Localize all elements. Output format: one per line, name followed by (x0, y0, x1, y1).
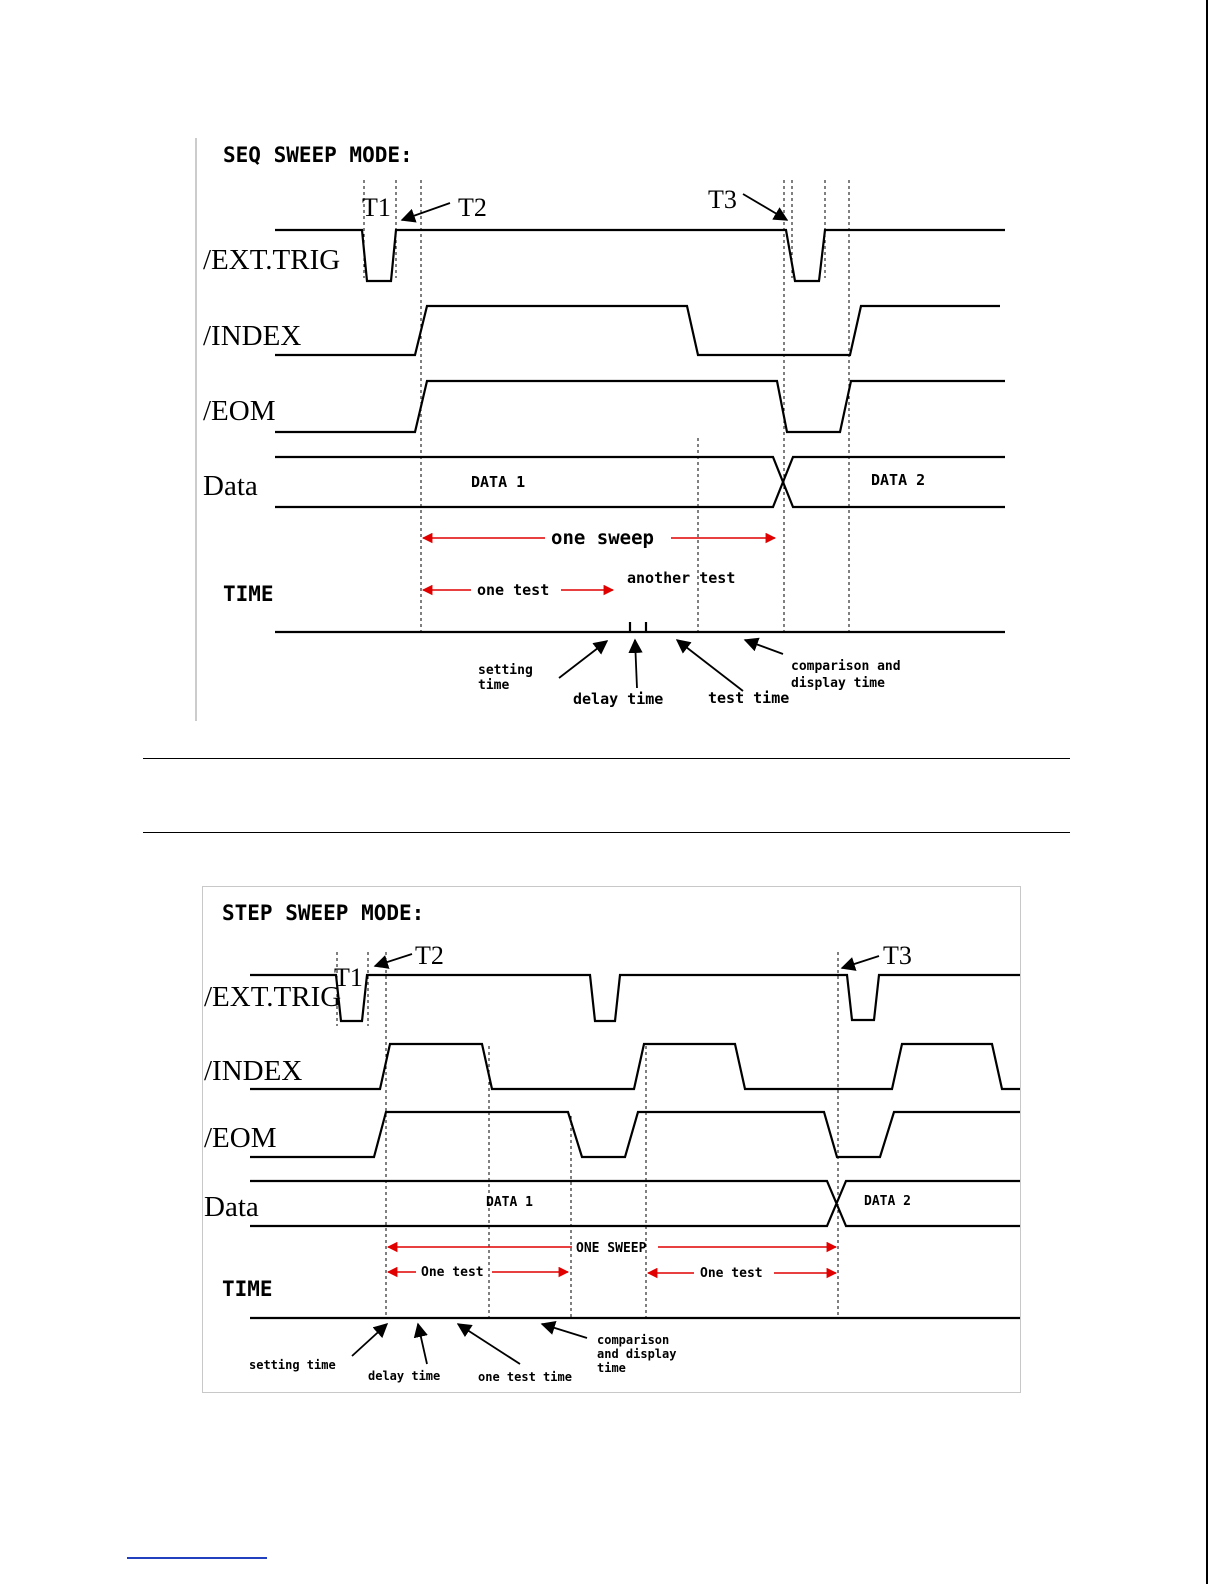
separator-rule-top (143, 758, 1070, 759)
one-test-label: one test (477, 581, 550, 599)
test-time-label: test time (708, 689, 790, 707)
t2-arrow (402, 203, 450, 220)
comparison-arrow (745, 640, 783, 654)
signal-label-eom: /EOM (203, 395, 276, 427)
step-sweep-timing-diagram (202, 886, 1022, 1394)
t3-label: T3 (883, 941, 912, 970)
t3-arrow (842, 956, 879, 968)
delay-time-label: delay time (573, 690, 664, 708)
one-test-label-2: One test (700, 1266, 763, 1281)
signal-label-ext-trig: /EXT.TRIG (204, 981, 342, 1013)
footer-link-underline[interactable] (127, 1557, 267, 1559)
dashed-guides (337, 952, 838, 1318)
data1-label: DATA 1 (486, 1195, 533, 1210)
mode-title: SEQ SWEEP MODE: (223, 143, 413, 167)
delay-time-arrow (635, 640, 637, 688)
data1-label: DATA 1 (471, 473, 526, 491)
separator-rule-bottom (143, 832, 1070, 833)
dashed-guides (364, 180, 849, 632)
comparison-label-line1: comparison (597, 1333, 670, 1347)
t1-label: T1 (362, 193, 391, 222)
one-sweep-label: one sweep (551, 527, 654, 549)
setting-time-label: setting time (249, 1358, 336, 1372)
comparison-label-line1: comparison and (791, 659, 901, 674)
ext-trig-waveform (250, 975, 1020, 1021)
comparison-arrow (542, 1324, 587, 1338)
test-time-arrow (677, 640, 743, 691)
setting-time-label-line1: setting (478, 663, 533, 678)
data2-label: DATA 2 (871, 471, 926, 489)
signal-label-ext-trig: /EXT.TRIG (203, 244, 341, 276)
delay-time-label: delay time (368, 1369, 441, 1383)
setting-time-label-line2: time (478, 678, 510, 693)
signal-label-data: Data (204, 1191, 259, 1223)
seq-sweep-timing-diagram (195, 138, 1025, 723)
signal-label-time: TIME (222, 1277, 273, 1301)
eom-waveform (275, 381, 1005, 432)
comparison-label-line3: time (597, 1361, 626, 1375)
data2-label: DATA 2 (864, 1194, 911, 1209)
ext-trig-waveform (275, 230, 1005, 281)
eom-waveform (250, 1112, 1020, 1157)
delay-time-arrow (418, 1324, 427, 1364)
setting-time-arrow (559, 641, 607, 678)
comparison-label-line2: and display (597, 1347, 677, 1361)
comparison-label-line2: display time (791, 676, 885, 691)
index-waveform (275, 306, 1000, 355)
signal-label-time: TIME (223, 582, 274, 606)
t3-arrow (743, 194, 787, 220)
one-test-time-arrow (458, 1324, 520, 1364)
t2-label: T2 (415, 941, 444, 970)
one-sweep-label: ONE SWEEP (576, 1241, 647, 1256)
setting-time-arrow (352, 1324, 387, 1356)
page-edge-line (1206, 0, 1208, 1584)
t3-label: T3 (708, 185, 737, 214)
one-test-time-label: one test time (478, 1370, 572, 1384)
t1-label: T1 (334, 963, 363, 992)
index-waveform (250, 1044, 1020, 1089)
signal-label-eom: /EOM (204, 1122, 277, 1154)
one-test-label-1: One test (421, 1265, 484, 1280)
t2-label: T2 (458, 193, 487, 222)
another-test-label: another test (627, 569, 736, 587)
signal-label-index: /INDEX (204, 1055, 303, 1087)
t2-arrow (375, 954, 412, 966)
mode-title: STEP SWEEP MODE: (222, 901, 425, 925)
signal-label-index: /INDEX (203, 320, 302, 352)
signal-label-data: Data (203, 470, 258, 502)
